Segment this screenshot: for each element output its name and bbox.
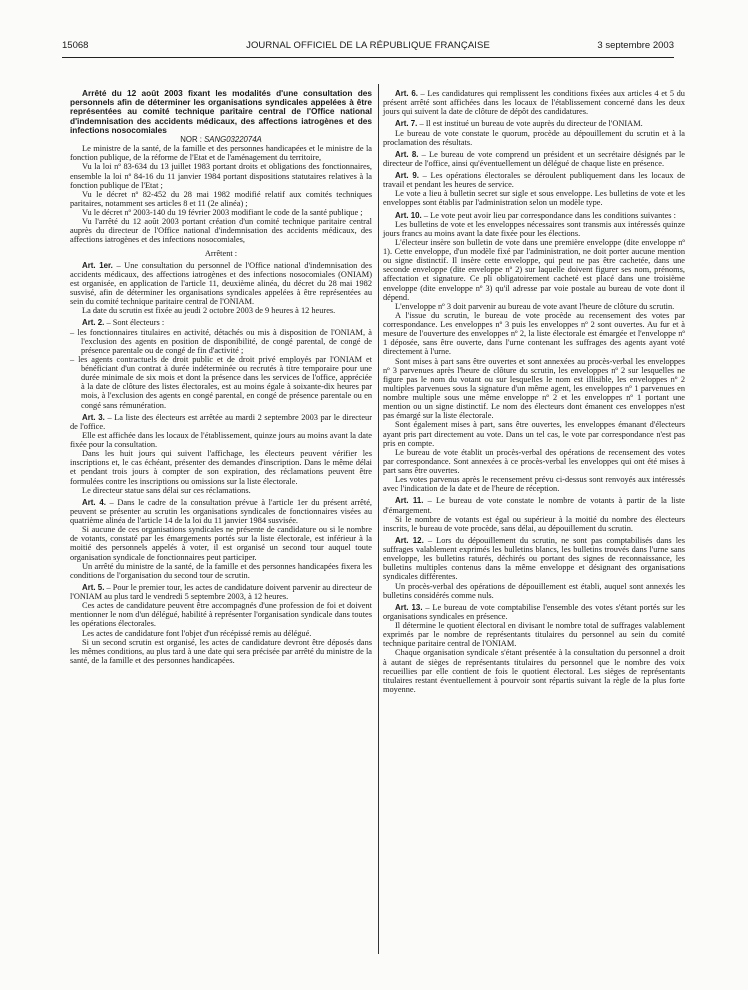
article-10 — [383, 211, 685, 220]
article-6 — [383, 89, 685, 116]
article-paragraph: Les votes parvenus après le recensement prévu ci-dessus sont renvoyés aux intéressés avec l'indication de la date et de l'heure de réception. — [383, 475, 685, 494]
article-paragraph: L'électeur insère son bulletin de vote dans une première enveloppe (dite enveloppe nº 1). Cette enveloppe, d'un modèle fixé par l'administration, ne doit porter aucune mention ou signe distinctif. Il insère cette enveloppe, qui peut ne pas être cachetée, dans une seconde enveloppe (dite enveloppe nº 2) sur laquelle doivent figurer ses nom, prénoms, affectation et signature. Ce pli obligatoirement cacheté est placé dans une troisième enveloppe (dite enveloppe nº 3) qu'il adresse par voie postale au bureau de vote dont il dépend. — [383, 237, 685, 302]
article-paragraph: Un procès-verbal des opérations de dépouillement est établi, auquel sont annexés les bulletins considérés comme nuls. — [383, 581, 685, 600]
left-column — [70, 89, 372, 665]
article-7 — [383, 119, 685, 128]
article-2 — [70, 318, 372, 327]
article-text: – Les candidatures qui remplissent les conditions fixées aux articles 4 et 5 du présent arrêté sont affichées dans les locaux de l'établissement concerné dans les deux jours qui suivent la date de clôture de dépôt des candidatures. — [383, 89, 685, 117]
article-paragraph: Si le nombre de votants est égal ou supérieur à la moitié du nombre des électeurs inscrits, le bureau de vote procède, sans délai, au dépouillement du scrutin. — [383, 514, 685, 533]
list-item: – les fonctionnaires titulaires en activité, détachés ou mis à disposition de l'ONIAM, à l'exclusion des agents en position de disponibilité, de congé parental, de congé de présence parentale ou de congé de fin d'activité ; — [70, 327, 372, 355]
nor-label: NOR : — [180, 135, 202, 145]
article-text: – Il est institué un bureau de vote auprès du directeur de l'ONIAM. — [417, 119, 643, 129]
nor-code: SANG0322074A — [204, 135, 262, 145]
article-label: Art. 7. — [395, 119, 418, 129]
article-4 — [70, 498, 372, 525]
article-text: – Sont électeurs : — [104, 318, 165, 328]
article-text: – Pour le premier tour, les actes de candidature doivent parvenir au directeur de l'ONIAM au plus tard le vendredi 5 septembre 2003, à 12 heures. — [70, 582, 372, 602]
article-11 — [383, 496, 685, 514]
right-column — [383, 89, 685, 694]
preamble-paragraph: Le ministre de la santé, de la famille et des personnes handicapées et le ministre de la fonction publique, de la réforme de l'Etat et de l'aménagement du territoire, — [70, 144, 372, 163]
article-text: – Lors du dépouillement du scrutin, ne sont pas comptabilisés dans les suffrages valablement exprimés les bulletins blancs, les bulletins trouvés dans l'urne sans enveloppe, les bulletins raturés, déchirés ou portant des signes de reconnaissance, les bulletins multiples contenus dans la même enveloppe et désignant des organisations syndicales différentes. — [383, 535, 685, 582]
article-label: Art. 8. — [395, 149, 419, 159]
preamble-paragraph: Vu le décret nº 2003-140 du 19 février 2003 modifiant le code de la santé publique ; — [82, 208, 363, 218]
article-label: Art. 6. — [395, 89, 418, 98]
article-8 — [383, 150, 685, 168]
article-paragraph: Ces actes de candidature peuvent être accompagnés d'une profession de foi et doivent mentionner le nom d'un délégué, habilité à représenter l'organisation syndicale dans toutes les opérations électorales. — [70, 601, 372, 629]
column-divider — [378, 84, 379, 954]
article-paragraph: Les bulletins de vote et les enveloppes nécessaires sont transmis aux intéressés quinze jours francs au moins avant la date fixée pour les élections. — [383, 219, 685, 238]
article-paragraph: Le directeur statue sans délai sur ces réclamations. — [82, 485, 251, 495]
nor-reference — [70, 135, 372, 144]
article-label: Art. 9. — [395, 171, 419, 180]
article-label: Art. 11. — [395, 496, 424, 506]
preamble-paragraph: Vu la loi nº 83-634 du 13 juillet 1983 portant droits et obligations des fonctionnaires, ensemble la loi nº 84-16 du 11 janvier 1984 portant dispositions statutaires relatives à la fonction publique de l'Etat ; — [70, 162, 372, 190]
article-text: – Le bureau de vote constate le nombre de votants à partir de la liste d'émargement. — [383, 496, 685, 515]
article-9 — [383, 171, 685, 189]
article-label: Art. 10. — [395, 210, 422, 220]
article-paragraph: Si un second scrutin est organisé, les actes de candidature devront être déposés dans les mêmes conditions, au plus tard à une date qui sera précisée par arrêté du ministre de la santé, de la famille et des personnes handicapées. — [70, 637, 372, 665]
article-text: – Le bureau de vote comprend un président et un secrétaire désignés par le directeur de l'office, ainsi qu'éventuellement un délégué de chaque liste en présence. — [383, 149, 685, 168]
page-number: 15068 — [62, 40, 89, 51]
article-paragraph: Elle est affichée dans les locaux de l'établissement, quinze jours au moins avant la date fixée pour la consultation. — [70, 430, 372, 450]
article-label: Art. 4. — [82, 497, 106, 507]
article-label: Art. 5. — [82, 582, 105, 592]
preamble-paragraph: Vu le décret nº 82-452 du 28 mai 1982 modifié relatif aux comités techniques paritaires, notamment ses articles 8 et 11 (2e alinéa) ; — [70, 189, 372, 208]
article-text: – Le bureau de vote comptabilise l'ensemble des votes s'étant portés sur les organisations syndicales en présence. — [383, 602, 685, 621]
article-paragraph: Un arrêté du ministre de la santé, de la famille et des personnes handicapées fixera les conditions de l'organisation du second tour de scrutin. — [70, 561, 372, 580]
article-3 — [70, 413, 372, 431]
article-paragraph: Dans les huit jours qui suivent l'affichage, les électeurs peuvent vérifier les inscriptions et, le cas échéant, présenter des demandes d'inscription. Dans le même délai et pendant trois jours à compter de son expiration, des réclamations peuvent être formulées contre les inscriptions ou omissions sur la liste électorale. — [70, 449, 372, 486]
list-item: – les agents contractuels de droit public et de droit privé employés par l'ONIAM et bénéficiant d'un contrat à durée indéterminée ou recrutés à titre temporaire pour une durée minimale de six mois et dont la présence dans les services de l'office, appréciée à la date de clôture des listes électorales, est au moins égale à soixante-dix heures par mois, à l'exclusion des agents en congé parental, en congé de présence parentale ou en congé sans rémunération. — [70, 354, 372, 410]
article-paragraph: Il détermine le quotient électoral en divisant le nombre total de suffrages valablement exprimés par le nombre de représentants titulaires du personnel au sein du comité technique paritaire central de l'ONIAM. — [383, 621, 685, 649]
article-label: Art. 2. — [82, 318, 105, 328]
page-header — [62, 40, 674, 53]
article-text: – Dans le cadre de la consultation prévue à l'article 1er du présent arrêté, peuvent se présenter au scrutin les organisations syndicales de fonctionnaires visées au quatrième alinéa de l'article 14 de la loi du 11 janvier 1984 susvisée. — [70, 497, 372, 526]
article-paragraph: Si aucune de ces organisations syndicales ne présente de candidature ou si le nombre de votants, constaté par les émargements portés sur la liste électorale, est inférieur à la moitié des personnels appelés à voter, il est organisé un second tour auquel toute organisation syndicale de fonctionnaires peut participer. — [70, 525, 372, 562]
article-paragraph: Les actes de candidature font l'objet d'un récépissé remis au délégué. — [82, 628, 312, 638]
article-label: Art. 3. — [82, 412, 105, 422]
issue-date: 3 septembre 2003 — [597, 40, 674, 51]
article-paragraph: Sont également mises à part, sans être ouvertes, les enveloppes émanant d'électeurs ayant pris part directement au vote. Dans un tel cas, le vote par correspondance n'est pas pris en compte. — [383, 420, 685, 448]
decree-title: Arrêté du 12 août 2003 fixant les modalités d'une consultation des personnels afin de déterminer les organisations syndicales appelées à être représentées au comité technique paritaire central de l'Office national d'indemnisation des accidents médicaux, des affections iatrogènes et des infections nosocomiales — [70, 88, 372, 135]
article-13 — [383, 603, 685, 621]
preamble-paragraph: Vu l'arrêté du 12 août 2003 portant création d'un comité technique paritaire central auprès du directeur de l'Office national d'indemnisation des accidents médicaux, des affections iatrogènes et des infections nosocomiales, — [70, 217, 372, 245]
article-paragraph: L'enveloppe nº 3 doit parvenir au bureau de vote avant l'heure de clôture du scrutin. — [395, 301, 675, 311]
article-paragraph: Le vote a lieu à bulletin secret sur sigle et sous enveloppe. Les bulletins de vote et les enveloppes sont établis par l'administration selon un modèle type. — [383, 189, 685, 208]
journal-title: JOURNAL OFFICIEL DE LA RÉPUBLIQUE FRANÇAISE — [246, 40, 490, 51]
article-1 — [70, 261, 372, 307]
article-text: – La liste des électeurs est arrêtée au mardi 2 septembre 2003 par le directeur de l'office. — [70, 412, 372, 431]
article-paragraph: Chaque organisation syndicale s'étant présentée à la consultation du personnel a droit à autant de sièges de représentants titulaires du personnel que le nombre des voix recueillies par elle contient de fois le quotient électoral. Les sièges de représentants titulaires restant éventuellement à pourvoir sont répartis suivant la règle de la plus forte moyenne. — [383, 648, 685, 694]
arretent-heading: Arrêtent : — [204, 248, 238, 258]
article-label: Art. 1er. — [82, 260, 113, 270]
article-5 — [70, 583, 372, 601]
article-12 — [383, 536, 685, 582]
article-paragraph: Sont mises à part sans être ouvertes et sont annexées au procès-verbal les enveloppes nº 3 parvenues après l'heure de clôture du scrutin, les enveloppes nº 2 sur lesquelles ne figure pas le nom du votant ou sur lesquelles le nom est illisible, les enveloppes nº 2 multiples parvenues sous la signature d'un même agent, les enveloppes nº 1 parvenues en nombre multiple sous une même enveloppe nº 2 et les enveloppes nº 1 portant une mention ou un signe distinctif. Le nom des électeurs dont émanent ces enveloppes n'est pas émargé sur la liste électorale. — [383, 356, 685, 421]
article-label: Art. 13. — [395, 602, 423, 612]
article-text: – Le vote peut avoir lieu par correspondance dans les conditions suivantes : — [421, 210, 676, 220]
article-text: – Les opérations électorales se déroulent publiquement dans les locaux de travail et pendant les heures de service. — [383, 171, 685, 190]
article-text: – Une consultation du personnel de l'Office national d'indemnisation des accidents médicaux, des affections iatrogènes et des infections nosocomiales (ONIAM) est organisée, en application de l'article 11, deuxième alinéa, du décret du 28 mai 1982 susvisé, afin de déterminer les organisations syndicales appelées à être représentées au sein du comité technique paritaire central de l'ONIAM. — [70, 260, 372, 307]
article-paragraph: La date du scrutin est fixée au jeudi 2 octobre 2003 de 9 heures à 12 heures. — [82, 306, 336, 316]
article-paragraph: Le bureau de vote constate le quorum, procède au dépouillement du scrutin et à la proclamation des résultats. — [383, 128, 685, 147]
article-paragraph: A l'issue du scrutin, le bureau de vote procède au recensement des votes par correspondance. Les enveloppes nº 3 puis les enveloppes nº 2 sont ouvertes. Au fur et à mesure de l'ouverture des enveloppes nº 2, la liste électorale est émargée et l'enveloppe nº 1 déposée, sans être ouverte, dans l'urne contenant les suffrages des agents ayant voté directement à l'urne. — [383, 310, 685, 357]
article-label: Art. 12. — [395, 535, 424, 545]
article-paragraph: Le bureau de vote établit un procès-verbal des opérations de recensement des votes par correspondance. Sont annexées à ce procès-verbal les enveloppes qui ont été mises à part sans être ouvertes. — [383, 447, 685, 475]
header-rule — [62, 57, 674, 58]
